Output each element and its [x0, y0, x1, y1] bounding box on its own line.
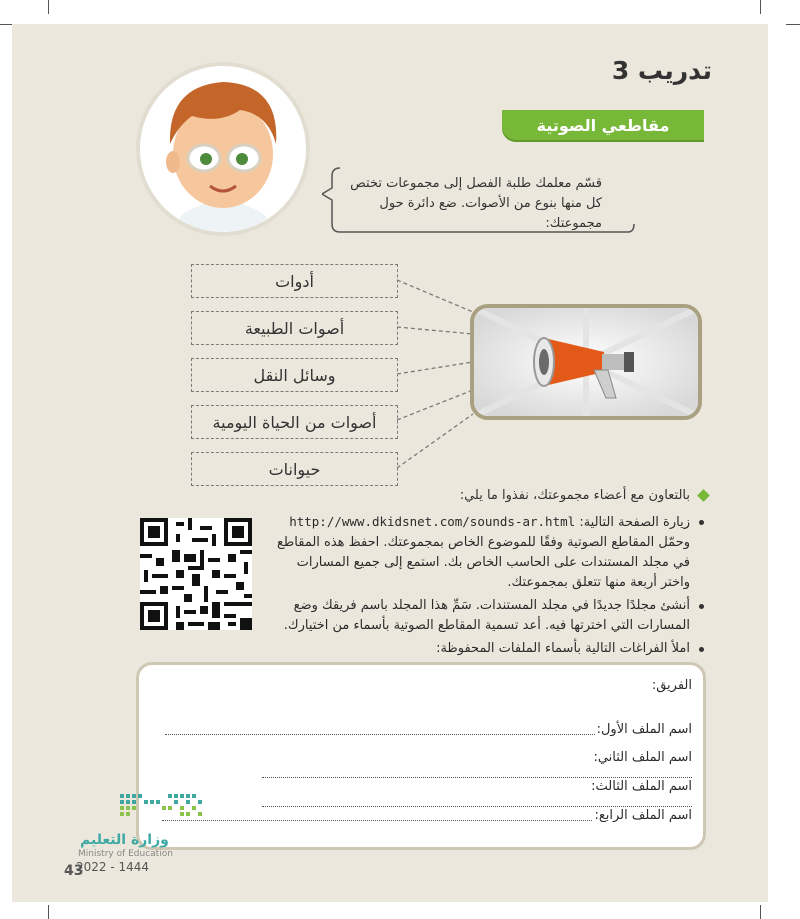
boy-character-icon	[140, 66, 306, 232]
ministry-name-english: Ministry of Education	[78, 849, 173, 859]
list-item: أنشئ مجلدًا جديدًا في مجلد المستندات. سَمِّ هذا المجلد باسم فريقك وضع المسارات التي اخترتها فيه. أعد تسمية المقاطع الصوتية بأسماء من اختيارك.	[268, 596, 704, 636]
category-nature-sounds[interactable]: أصوات الطبيعة	[191, 311, 398, 345]
instructions-intro: بالتعاون مع أعضاء مجموعتك، نفذوا ما يلي:	[459, 488, 690, 503]
qr-code-icon[interactable]	[140, 518, 252, 630]
megaphone-frame	[470, 304, 702, 420]
academic-year: 2022 - 1444	[76, 860, 150, 874]
bubble-text: قسّم معلمك طلبة الفصل إلى مجموعات تختص كل منها بنوع من الأصوات. ضع دائرة حول مجموعتك:	[350, 176, 602, 231]
team-label: الفريق:	[651, 678, 692, 693]
sounds-link[interactable]: http://www.dkidsnet.com/sounds-ar.html	[289, 514, 576, 529]
category-tools[interactable]: أدوات	[191, 264, 398, 298]
speech-bubble	[322, 164, 636, 236]
file-name-field-3[interactable]: اسم الملف الثالث:	[162, 779, 692, 799]
file-name-field-2[interactable]: اسم الملف الثاني:	[162, 750, 692, 770]
list-item: زيارة الصفحة التالية: http://www.dkidsnet.com/sounds-ar.html وحمّل المقاطع الصوتية وفقًا للموضوع الخاص بمجموعتك. احفظ هذه المقاطع في مجلد المستندات على الحاسب الخاص بك. استمع إلى جميع المسارات واختر أربعة منها تتعلق بمجموعتك.	[268, 512, 704, 593]
ministry-name-arabic: وزارة التعليم	[80, 832, 169, 848]
page-number: 43	[64, 863, 84, 879]
section-banner: مقاطعي الصوتية	[502, 110, 704, 142]
file-name-field-4[interactable]: اسم الملف الرابع:	[162, 808, 692, 828]
instructions-list	[268, 512, 704, 662]
ministry-logo-icon	[60, 788, 210, 828]
megaphone-icon	[474, 308, 698, 416]
exercise-title: تدريب 3	[611, 56, 712, 85]
category-daily-life-sounds[interactable]: أصوات من الحياة اليومية	[191, 405, 398, 439]
category-transport[interactable]: وسائل النقل	[191, 358, 398, 392]
file-name-field-1[interactable]: اسم الملف الأول:	[162, 722, 692, 742]
category-animals[interactable]: حيوانات	[191, 452, 398, 486]
list-item: املأ الفراغات التالية بأسماء الملفات المحفوظة:	[268, 639, 704, 659]
